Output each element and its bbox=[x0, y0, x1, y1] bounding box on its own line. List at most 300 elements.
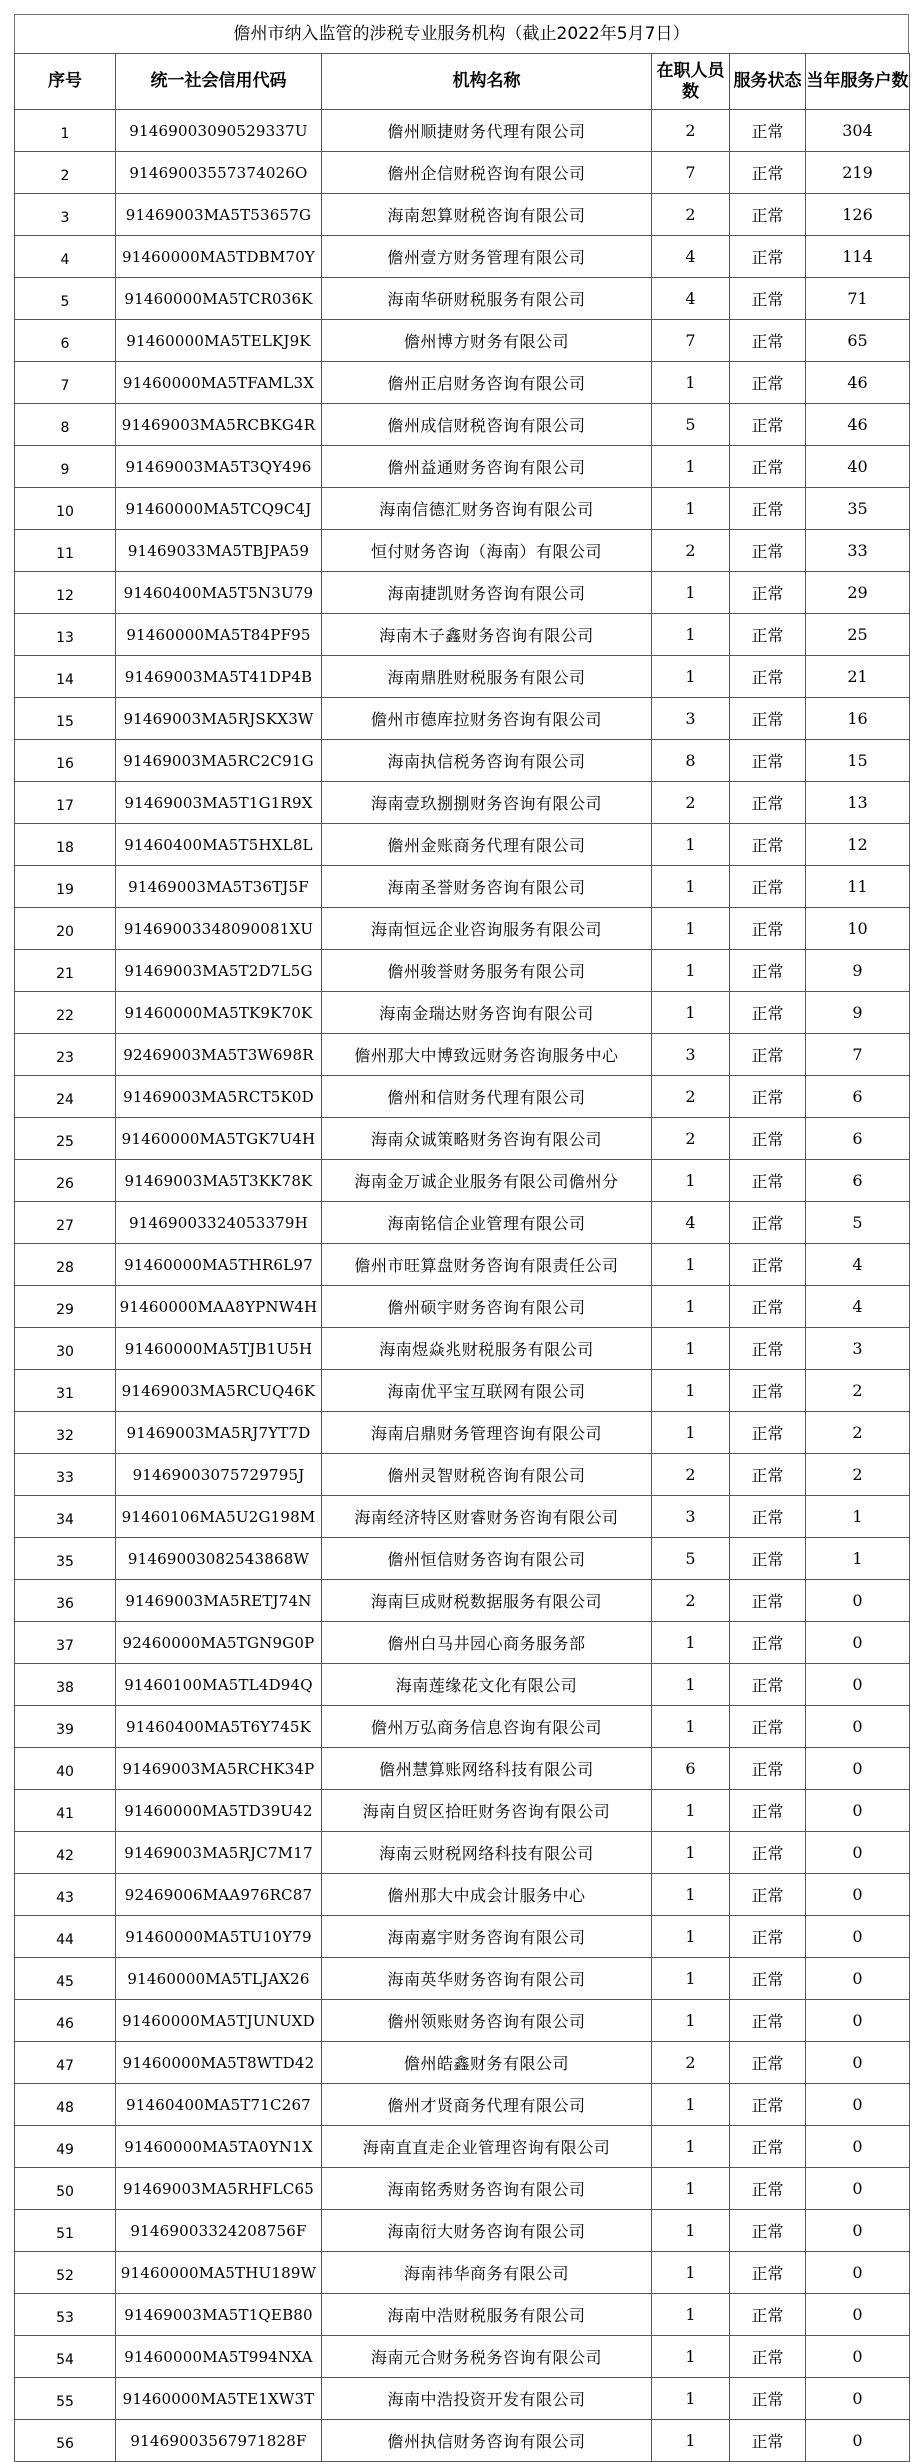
cell-org-name: 海南圣誉财务咨询有限公司 bbox=[322, 866, 652, 908]
cell-clients-count: 0 bbox=[806, 2336, 910, 2378]
cell-seq: 19 bbox=[15, 866, 116, 908]
cell-credit-code: 91460000MA5TFAML3X bbox=[116, 362, 322, 404]
cell-seq: 13 bbox=[15, 614, 116, 656]
cell-staff-count: 5 bbox=[652, 404, 730, 446]
table-row bbox=[15, 740, 910, 782]
cell-credit-code: 91460400MA5T6Y745K bbox=[116, 1706, 322, 1748]
cell-seq: 14 bbox=[15, 656, 116, 698]
cell-org-name: 海南云财税网络科技有限公司 bbox=[322, 1832, 652, 1874]
cell-service-status: 正常 bbox=[730, 572, 806, 614]
cell-credit-code: 91460000MA5T84PF95 bbox=[116, 614, 322, 656]
cell-credit-code: 91469003557374026O bbox=[116, 152, 322, 194]
cell-org-name: 海南巨成财税数据服务有限公司 bbox=[322, 1580, 652, 1622]
cell-org-name: 海南执信税务咨询有限公司 bbox=[322, 740, 652, 782]
cell-clients-count: 5 bbox=[806, 1202, 910, 1244]
table-row bbox=[15, 992, 910, 1034]
cell-seq: 54 bbox=[15, 2336, 116, 2378]
table-row bbox=[15, 698, 910, 740]
cell-service-status: 正常 bbox=[730, 1832, 806, 1874]
cell-seq: 25 bbox=[15, 1118, 116, 1160]
cell-staff-count: 1 bbox=[652, 1286, 730, 1328]
cell-org-name: 儋州益通财务咨询有限公司 bbox=[322, 446, 652, 488]
table-row bbox=[15, 446, 910, 488]
cell-clients-count: 0 bbox=[806, 1706, 910, 1748]
cell-org-name: 儋州骏誉财务服务有限公司 bbox=[322, 950, 652, 992]
cell-seq: 20 bbox=[15, 908, 116, 950]
cell-service-status: 正常 bbox=[730, 2252, 806, 2294]
cell-service-status: 正常 bbox=[730, 1244, 806, 1286]
table-row bbox=[15, 1202, 910, 1244]
cell-seq: 38 bbox=[15, 1664, 116, 1706]
table-row bbox=[15, 614, 910, 656]
cell-clients-count: 1 bbox=[806, 1496, 910, 1538]
cell-clients-count: 3 bbox=[806, 1328, 910, 1370]
cell-credit-code: 91460000MA5TA0YN1X bbox=[116, 2126, 322, 2168]
cell-seq: 52 bbox=[15, 2252, 116, 2294]
cell-credit-code: 91469003MA5RHFLC65 bbox=[116, 2168, 322, 2210]
cell-clients-count: 40 bbox=[806, 446, 910, 488]
cell-org-name: 儋州才贤商务代理有限公司 bbox=[322, 2084, 652, 2126]
cell-service-status: 正常 bbox=[730, 1790, 806, 1832]
table-row bbox=[15, 1832, 910, 1874]
cell-org-name: 儋州那大中成会计服务中心 bbox=[322, 1874, 652, 1916]
cell-credit-code: 91460000MA5TCQ9C4J bbox=[116, 488, 322, 530]
cell-clients-count: 2 bbox=[806, 1412, 910, 1454]
cell-credit-code: 91469003090529337U bbox=[116, 110, 322, 152]
cell-seq: 47 bbox=[15, 2042, 116, 2084]
table-row bbox=[15, 1160, 910, 1202]
cell-credit-code: 91460000MA5TLJAX26 bbox=[116, 1958, 322, 2000]
cell-service-status: 正常 bbox=[730, 2210, 806, 2252]
cell-credit-code: 91460100MA5TL4D94Q bbox=[116, 1664, 322, 1706]
cell-seq: 46 bbox=[15, 2000, 116, 2042]
cell-org-name: 海南恕算财税咨询有限公司 bbox=[322, 194, 652, 236]
table-row bbox=[15, 824, 910, 866]
cell-org-name: 海南优平宝互联网有限公司 bbox=[322, 1370, 652, 1412]
cell-service-status: 正常 bbox=[730, 1160, 806, 1202]
cell-org-name: 海南金万诚企业服务有限公司儋州分 bbox=[322, 1160, 652, 1202]
cell-service-status: 正常 bbox=[730, 908, 806, 950]
cell-service-status: 正常 bbox=[730, 1538, 806, 1580]
cell-org-name: 海南祎华商务有限公司 bbox=[322, 2252, 652, 2294]
cell-service-status: 正常 bbox=[730, 1622, 806, 1664]
cell-org-name: 海南煜焱兆财税服务有限公司 bbox=[322, 1328, 652, 1370]
cell-staff-count: 1 bbox=[652, 614, 730, 656]
cell-org-name: 海南英华财务咨询有限公司 bbox=[322, 1958, 652, 2000]
cell-service-status: 正常 bbox=[730, 2168, 806, 2210]
cell-clients-count: 35 bbox=[806, 488, 910, 530]
cell-staff-count: 1 bbox=[652, 488, 730, 530]
cell-credit-code: 91460106MA5U2G198M bbox=[116, 1496, 322, 1538]
table-row bbox=[15, 1412, 910, 1454]
cell-org-name: 恒付财务咨询（海南）有限公司 bbox=[322, 530, 652, 572]
cell-clients-count: 0 bbox=[806, 2210, 910, 2252]
cell-staff-count: 4 bbox=[652, 278, 730, 320]
cell-service-status: 正常 bbox=[730, 1412, 806, 1454]
cell-seq: 37 bbox=[15, 1622, 116, 1664]
cell-clients-count: 6 bbox=[806, 1076, 910, 1118]
cell-service-status: 正常 bbox=[730, 1916, 806, 1958]
cell-credit-code: 91469003MA5RJ7YT7D bbox=[116, 1412, 322, 1454]
cell-service-status: 正常 bbox=[730, 2042, 806, 2084]
table-row bbox=[15, 2294, 910, 2336]
cell-org-name: 儋州成信财税咨询有限公司 bbox=[322, 404, 652, 446]
cell-credit-code: 91460000MA5TJUNUXD bbox=[116, 2000, 322, 2042]
cell-org-name: 儋州顺捷财务代理有限公司 bbox=[322, 110, 652, 152]
cell-clients-count: 0 bbox=[806, 2378, 910, 2420]
cell-service-status: 正常 bbox=[730, 194, 806, 236]
cell-service-status: 正常 bbox=[730, 2084, 806, 2126]
table-row bbox=[15, 530, 910, 572]
cell-service-status: 正常 bbox=[730, 2000, 806, 2042]
cell-seq: 17 bbox=[15, 782, 116, 824]
cell-staff-count: 8 bbox=[652, 740, 730, 782]
cell-org-name: 海南信德汇财务咨询有限公司 bbox=[322, 488, 652, 530]
cell-clients-count: 13 bbox=[806, 782, 910, 824]
cell-credit-code: 91460000MAA8YPNW4H bbox=[116, 1286, 322, 1328]
cell-clients-count: 0 bbox=[806, 1622, 910, 1664]
cell-clients-count: 4 bbox=[806, 1244, 910, 1286]
cell-seq: 53 bbox=[15, 2294, 116, 2336]
cell-org-name: 儋州白马井园心商务服务部 bbox=[322, 1622, 652, 1664]
cell-org-name: 海南壹玖捌捌财务咨询有限公司 bbox=[322, 782, 652, 824]
table-row bbox=[15, 488, 910, 530]
cell-clients-count: 0 bbox=[806, 2252, 910, 2294]
cell-credit-code: 91460000MA5THU189W bbox=[116, 2252, 322, 2294]
cell-staff-count: 1 bbox=[652, 908, 730, 950]
cell-org-name: 儋州硕宇财务咨询有限公司 bbox=[322, 1286, 652, 1328]
header-seq: 序号 bbox=[15, 54, 116, 110]
cell-credit-code: 91460000MA5TD39U42 bbox=[116, 1790, 322, 1832]
cell-org-name: 儋州市旺算盘财务咨询有限责任公司 bbox=[322, 1244, 652, 1286]
cell-credit-code: 91469003324208756F bbox=[116, 2210, 322, 2252]
cell-clients-count: 0 bbox=[806, 1580, 910, 1622]
header-row bbox=[15, 54, 910, 110]
cell-staff-count: 1 bbox=[652, 1160, 730, 1202]
cell-seq: 21 bbox=[15, 950, 116, 992]
table-row bbox=[15, 320, 910, 362]
table-row bbox=[15, 278, 910, 320]
table-row bbox=[15, 950, 910, 992]
cell-org-name: 海南直直走企业管理咨询有限公司 bbox=[322, 2126, 652, 2168]
table-row bbox=[15, 1874, 910, 1916]
cell-service-status: 正常 bbox=[730, 152, 806, 194]
cell-staff-count: 1 bbox=[652, 824, 730, 866]
cell-clients-count: 0 bbox=[806, 2168, 910, 2210]
cell-credit-code: 91460400MA5T5N3U79 bbox=[116, 572, 322, 614]
cell-seq: 11 bbox=[15, 530, 116, 572]
cell-clients-count: 304 bbox=[806, 110, 910, 152]
cell-service-status: 正常 bbox=[730, 278, 806, 320]
cell-credit-code: 91460000MA5TJB1U5H bbox=[116, 1328, 322, 1370]
table-row bbox=[15, 782, 910, 824]
cell-clients-count: 11 bbox=[806, 866, 910, 908]
cell-seq: 42 bbox=[15, 1832, 116, 1874]
table-sheet bbox=[14, 14, 909, 2462]
cell-seq: 34 bbox=[15, 1496, 116, 1538]
cell-staff-count: 6 bbox=[652, 1748, 730, 1790]
cell-clients-count: 4 bbox=[806, 1286, 910, 1328]
cell-credit-code: 91469003MA5T3QY496 bbox=[116, 446, 322, 488]
table-row bbox=[15, 2168, 910, 2210]
cell-org-name: 海南鼎胜财税服务有限公司 bbox=[322, 656, 652, 698]
cell-clients-count: 0 bbox=[806, 1916, 910, 1958]
cell-service-status: 正常 bbox=[730, 1034, 806, 1076]
cell-seq: 6 bbox=[15, 320, 116, 362]
cell-org-name: 海南恒远企业咨询服务有限公司 bbox=[322, 908, 652, 950]
cell-credit-code: 91460000MA5T994NXA bbox=[116, 2336, 322, 2378]
cell-clients-count: 25 bbox=[806, 614, 910, 656]
cell-clients-count: 65 bbox=[806, 320, 910, 362]
cell-credit-code: 91469003MA5RJC7M17 bbox=[116, 1832, 322, 1874]
table-row bbox=[15, 1958, 910, 2000]
cell-credit-code: 91469003348090081XU bbox=[116, 908, 322, 950]
cell-org-name: 儋州金账商务代理有限公司 bbox=[322, 824, 652, 866]
cell-clients-count: 9 bbox=[806, 992, 910, 1034]
cell-service-status: 正常 bbox=[730, 1286, 806, 1328]
cell-credit-code: 91469003MA5T41DP4B bbox=[116, 656, 322, 698]
cell-credit-code: 91469003MA5T1G1R9X bbox=[116, 782, 322, 824]
cell-credit-code: 91460000MA5TELKJ9K bbox=[116, 320, 322, 362]
header-staff-count: 在职人员数 bbox=[652, 54, 730, 110]
cell-service-status: 正常 bbox=[730, 1076, 806, 1118]
cell-seq: 55 bbox=[15, 2378, 116, 2420]
table-row bbox=[15, 1370, 910, 1412]
cell-staff-count: 1 bbox=[652, 1874, 730, 1916]
table-row bbox=[15, 1328, 910, 1370]
cell-service-status: 正常 bbox=[730, 1454, 806, 1496]
cell-service-status: 正常 bbox=[730, 488, 806, 530]
cell-org-name: 儋州壹方财务管理有限公司 bbox=[322, 236, 652, 278]
cell-seq: 23 bbox=[15, 1034, 116, 1076]
cell-credit-code: 92469006MAA976RC87 bbox=[116, 1874, 322, 1916]
table-body bbox=[15, 110, 910, 2462]
table-row bbox=[15, 1706, 910, 1748]
cell-service-status: 正常 bbox=[730, 1958, 806, 2000]
cell-staff-count: 2 bbox=[652, 1076, 730, 1118]
cell-seq: 35 bbox=[15, 1538, 116, 1580]
cell-staff-count: 1 bbox=[652, 1664, 730, 1706]
cell-org-name: 海南中浩投资开发有限公司 bbox=[322, 2378, 652, 2420]
cell-seq: 31 bbox=[15, 1370, 116, 1412]
cell-clients-count: 71 bbox=[806, 278, 910, 320]
table-row bbox=[15, 404, 910, 446]
cell-clients-count: 10 bbox=[806, 908, 910, 950]
cell-service-status: 正常 bbox=[730, 320, 806, 362]
cell-credit-code: 91469033MA5TBJPA59 bbox=[116, 530, 322, 572]
cell-org-name: 海南木子鑫财务咨询有限公司 bbox=[322, 614, 652, 656]
cell-credit-code: 91460000MA5TCR036K bbox=[116, 278, 322, 320]
table-row bbox=[15, 1244, 910, 1286]
cell-seq: 7 bbox=[15, 362, 116, 404]
cell-staff-count: 1 bbox=[652, 1328, 730, 1370]
cell-staff-count: 1 bbox=[652, 2252, 730, 2294]
cell-staff-count: 1 bbox=[652, 950, 730, 992]
cell-seq: 4 bbox=[15, 236, 116, 278]
cell-service-status: 正常 bbox=[730, 1706, 806, 1748]
cell-service-status: 正常 bbox=[730, 362, 806, 404]
table-row bbox=[15, 1664, 910, 1706]
cell-org-name: 海南衍大财务咨询有限公司 bbox=[322, 2210, 652, 2252]
cell-org-name: 海南元合财务税务咨询有限公司 bbox=[322, 2336, 652, 2378]
cell-clients-count: 6 bbox=[806, 1160, 910, 1202]
cell-staff-count: 1 bbox=[652, 446, 730, 488]
cell-staff-count: 1 bbox=[652, 2000, 730, 2042]
cell-staff-count: 7 bbox=[652, 152, 730, 194]
cell-staff-count: 2 bbox=[652, 194, 730, 236]
cell-credit-code: 91469003MA5T3KK78K bbox=[116, 1160, 322, 1202]
cell-service-status: 正常 bbox=[730, 110, 806, 152]
cell-staff-count: 7 bbox=[652, 320, 730, 362]
cell-staff-count: 4 bbox=[652, 236, 730, 278]
cell-org-name: 儋州灵智财税咨询有限公司 bbox=[322, 1454, 652, 1496]
cell-seq: 45 bbox=[15, 1958, 116, 2000]
cell-staff-count: 1 bbox=[652, 2126, 730, 2168]
cell-seq: 30 bbox=[15, 1328, 116, 1370]
cell-seq: 49 bbox=[15, 2126, 116, 2168]
cell-staff-count: 1 bbox=[652, 1622, 730, 1664]
cell-seq: 36 bbox=[15, 1580, 116, 1622]
table-row bbox=[15, 1496, 910, 1538]
cell-credit-code: 91460400MA5T5HXL8L bbox=[116, 824, 322, 866]
cell-staff-count: 1 bbox=[652, 992, 730, 1034]
cell-service-status: 正常 bbox=[730, 1664, 806, 1706]
cell-seq: 41 bbox=[15, 1790, 116, 1832]
table-row bbox=[15, 2084, 910, 2126]
cell-staff-count: 1 bbox=[652, 1706, 730, 1748]
table-row bbox=[15, 1076, 910, 1118]
cell-org-name: 海南华研财税服务有限公司 bbox=[322, 278, 652, 320]
cell-staff-count: 1 bbox=[652, 1832, 730, 1874]
cell-service-status: 正常 bbox=[730, 530, 806, 572]
cell-staff-count: 4 bbox=[652, 1202, 730, 1244]
table-row bbox=[15, 2378, 910, 2420]
cell-seq: 18 bbox=[15, 824, 116, 866]
cell-credit-code: 91469003567971828F bbox=[116, 2420, 322, 2462]
cell-staff-count: 1 bbox=[652, 2168, 730, 2210]
cell-service-status: 正常 bbox=[730, 1118, 806, 1160]
cell-clients-count: 0 bbox=[806, 2420, 910, 2462]
cell-staff-count: 2 bbox=[652, 1454, 730, 1496]
cell-credit-code: 91469003MA5RETJ74N bbox=[116, 1580, 322, 1622]
table-row bbox=[15, 194, 910, 236]
cell-service-status: 正常 bbox=[730, 1328, 806, 1370]
cell-seq: 32 bbox=[15, 1412, 116, 1454]
cell-staff-count: 5 bbox=[652, 1538, 730, 1580]
table-row bbox=[15, 908, 910, 950]
table-row bbox=[15, 572, 910, 614]
cell-service-status: 正常 bbox=[730, 614, 806, 656]
cell-seq: 12 bbox=[15, 572, 116, 614]
cell-staff-count: 1 bbox=[652, 2210, 730, 2252]
cell-clients-count: 114 bbox=[806, 236, 910, 278]
cell-service-status: 正常 bbox=[730, 1580, 806, 1622]
cell-org-name: 儋州皓鑫财务有限公司 bbox=[322, 2042, 652, 2084]
cell-org-name: 儋州执信财务咨询有限公司 bbox=[322, 2420, 652, 2462]
table-row bbox=[15, 866, 910, 908]
cell-seq: 10 bbox=[15, 488, 116, 530]
cell-staff-count: 1 bbox=[652, 362, 730, 404]
table-row bbox=[15, 1286, 910, 1328]
cell-staff-count: 2 bbox=[652, 530, 730, 572]
cell-clients-count: 1 bbox=[806, 1538, 910, 1580]
cell-seq: 44 bbox=[15, 1916, 116, 1958]
table-row bbox=[15, 1748, 910, 1790]
header-org-name: 机构名称 bbox=[322, 54, 652, 110]
cell-org-name: 海南自贸区拾旺财务咨询有限公司 bbox=[322, 1790, 652, 1832]
cell-seq: 1 bbox=[15, 110, 116, 152]
cell-seq: 8 bbox=[15, 404, 116, 446]
cell-credit-code: 91460000MA5TGK7U4H bbox=[116, 1118, 322, 1160]
cell-org-name: 儋州那大中博致远财务咨询服务中心 bbox=[322, 1034, 652, 1076]
cell-service-status: 正常 bbox=[730, 2336, 806, 2378]
cell-seq: 26 bbox=[15, 1160, 116, 1202]
cell-credit-code: 91469003324053379H bbox=[116, 1202, 322, 1244]
cell-credit-code: 91469003MA5RC2C91G bbox=[116, 740, 322, 782]
cell-staff-count: 1 bbox=[652, 2336, 730, 2378]
cell-staff-count: 1 bbox=[652, 656, 730, 698]
cell-clients-count: 0 bbox=[806, 2042, 910, 2084]
cell-org-name: 儋州领账财务咨询有限公司 bbox=[322, 2000, 652, 2042]
cell-org-name: 海南莲缘花文化有限公司 bbox=[322, 1664, 652, 1706]
cell-seq: 24 bbox=[15, 1076, 116, 1118]
cell-org-name: 海南铭秀财务咨询有限公司 bbox=[322, 2168, 652, 2210]
cell-credit-code: 91469003MA5T36TJ5F bbox=[116, 866, 322, 908]
cell-staff-count: 1 bbox=[652, 1370, 730, 1412]
table-row bbox=[15, 2420, 910, 2462]
cell-clients-count: 33 bbox=[806, 530, 910, 572]
cell-staff-count: 1 bbox=[652, 2294, 730, 2336]
cell-clients-count: 0 bbox=[806, 1790, 910, 1832]
header-credit-code: 统一社会信用代码 bbox=[116, 54, 322, 110]
cell-org-name: 儋州博方财务有限公司 bbox=[322, 320, 652, 362]
header-clients-count: 当年服务户数 bbox=[806, 54, 910, 110]
cell-clients-count: 0 bbox=[806, 1748, 910, 1790]
cell-credit-code: 91460000MA5TE1XW3T bbox=[116, 2378, 322, 2420]
cell-clients-count: 7 bbox=[806, 1034, 910, 1076]
cell-seq: 28 bbox=[15, 1244, 116, 1286]
cell-org-name: 海南金瑞达财务咨询有限公司 bbox=[322, 992, 652, 1034]
cell-org-name: 儋州正启财务咨询有限公司 bbox=[322, 362, 652, 404]
cell-clients-count: 0 bbox=[806, 1958, 910, 2000]
cell-service-status: 正常 bbox=[730, 866, 806, 908]
cell-clients-count: 21 bbox=[806, 656, 910, 698]
cell-clients-count: 46 bbox=[806, 362, 910, 404]
cell-seq: 16 bbox=[15, 740, 116, 782]
cell-clients-count: 15 bbox=[806, 740, 910, 782]
cell-org-name: 海南经济特区财睿财务咨询有限公司 bbox=[322, 1496, 652, 1538]
cell-staff-count: 1 bbox=[652, 1412, 730, 1454]
cell-staff-count: 2 bbox=[652, 782, 730, 824]
cell-credit-code: 91460000MA5T8WTD42 bbox=[116, 2042, 322, 2084]
cell-service-status: 正常 bbox=[730, 2126, 806, 2168]
cell-staff-count: 2 bbox=[652, 1580, 730, 1622]
table-row bbox=[15, 1454, 910, 1496]
cell-seq: 5 bbox=[15, 278, 116, 320]
cell-seq: 15 bbox=[15, 698, 116, 740]
cell-staff-count: 3 bbox=[652, 1034, 730, 1076]
cell-org-name: 海南中浩财税服务有限公司 bbox=[322, 2294, 652, 2336]
cell-credit-code: 91469003MA5T53657G bbox=[116, 194, 322, 236]
table-row bbox=[15, 1622, 910, 1664]
table-row bbox=[15, 1538, 910, 1580]
cell-seq: 2 bbox=[15, 152, 116, 194]
cell-staff-count: 1 bbox=[652, 1244, 730, 1286]
cell-service-status: 正常 bbox=[730, 740, 806, 782]
cell-credit-code: 91469003MA5RCBKG4R bbox=[116, 404, 322, 446]
cell-clients-count: 0 bbox=[806, 2126, 910, 2168]
agency-table bbox=[14, 53, 910, 2462]
